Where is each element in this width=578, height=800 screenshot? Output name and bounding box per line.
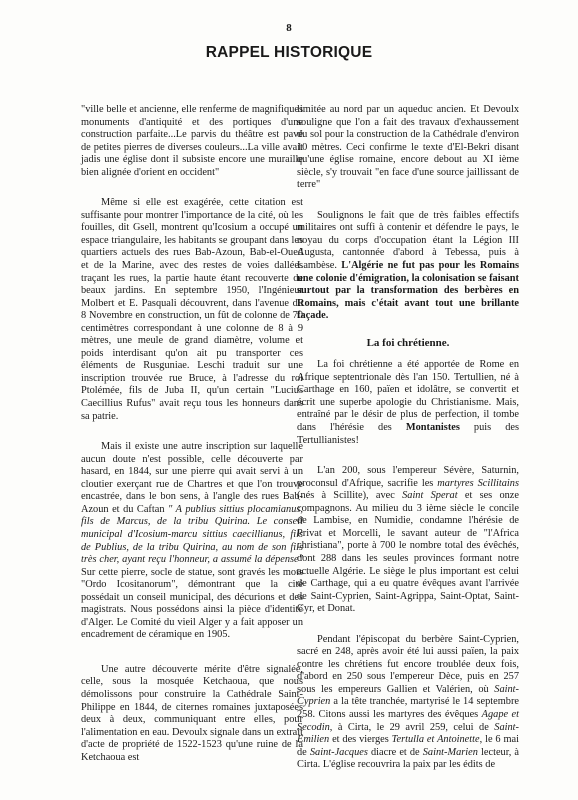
quote-paragraph: "ville belle et ancienne, elle renferme de magnifiques monuments d'antiquité et des portiques d'une construction parfaite...Le parvis du théâtre est pavé de petites pierres de diverses couleurs...La ville avait jadis une église dont il subsiste encore une muraille bien alignée d'orient en occident": [81, 104, 303, 178]
paragraph-cisterns: Une autre découverte mérite d'être signalée, celle, sous la mosquée Ketchaoua, que nous démolissons pour construire la Cathédrale Saint-Philippe en 1844, de citernes romaines juxtaposées deux à deux, communiquant entre elles, pour l'alimentation en eau. Devoulx signale dans un extrait d'acte de propriété de 1522-1523 qu'une ruine de la Ketchaoua est: [81, 663, 303, 763]
cyprien-text-a: Pendant l'épiscopat du berbère Saint-Cyprien, sacré en 248, après avoir été lui aussi païen, la paix contre les chrétiens fut encore troublée deux fois, d'abord en 250 sous l'empereur Dèce, puis en 257 sous les empereurs Gallien et Valérien, où: [297, 633, 519, 695]
cyprien-italic-2: Agape et Secodin: [297, 708, 519, 733]
legion-text: Soulignons le fait que de très faibles effectifs militaires ont suffi à contenir et défendre le pays, le noyau du corps d'occupation étant la Légion III Augusta, cantonnée d'abord à Tebessa, puis à Lambèse.: [297, 209, 519, 272]
page-title: RAPPEL HISTORIQUE: [205, 44, 373, 61]
cyprien-text-f: diacre et de: [370, 746, 420, 758]
cyprien-text-e: , le 6 mai de: [297, 734, 519, 758]
section-heading: La foi chrétienne.: [366, 336, 450, 349]
cyprien-italic-6: Saint-Marien: [422, 746, 478, 758]
inscription-text-end: Sur cette pierre, socle de statue, sont gravés les mots "Ordo Icositanorum", démontrant que la cité possédait un conseil municipal, des décurions et des magistrats. Nous possédons ainsi la pièce d'identité d'Alger. Le Comité du vieil Alger y a fait apposer un encadrement de céramique en 1905.: [81, 566, 303, 641]
cyprien-italic-1: Saint-Cyprien: [297, 683, 519, 708]
legion-bold-text: L'Algérie ne fut pas pour les Romains une colonie d'émigration, la colonisation se faisant surtout par la transformation des berbères en Romains, mais c'était avant tout une brillante façade.: [297, 260, 519, 322]
martyrs-italic-2: Saint Sperat: [402, 490, 458, 502]
paragraph-cyprien: [297, 634, 519, 772]
inscription-text: Mais il existe une autre inscription sur laquelle aucun doute n'est possible, celle découverte par hasard, en 1844, sur une pierre qui avait servi à un cloutier exerçant rue de Chartres et que l'on trouve encastrée, dans le bon sens, à l'angle des rues Bab-Azoun et du Caftan: [81, 441, 303, 515]
faith-text: La foi chrétienne a été apportée de Rome en Afrique septentrionale dès l'an 150. Tertullien, né à Carthage en 160, païen et idolâtre, se convertit et écrit une superbe apologie du Christianisme. Mais, entraîné par le désir de plus de perfection, il tombe dans l'hérésie des: [297, 359, 519, 434]
paragraph-faith: [297, 359, 519, 447]
paragraph-legion: [297, 210, 519, 323]
martyrs-text-c: et ses onze compagnons. Au milieu du 3 ième siècle le concile de Lambise, en Numidie, condamne l'hérésie de Privat et Morcelli, le savant auteur de "l'Africa christiana", porte à 700 le nombre total des évêchés, dont 288 dans les seules provinces formant notre actuelle Algérie. Le siège le plus important est celui de Carthage, qui a eu quatre évêques avant l'arrivée de Saint-Cyprien, Saint-Agrippa, Saint-Optat, Saint-Cyr, et Donat.: [297, 490, 519, 615]
cyprien-text-d: et des vierges: [332, 734, 389, 746]
faith-text-end: puis des Tertullianistes!: [297, 422, 519, 446]
left-column: [81, 104, 303, 764]
cyprien-text-c: , à Cirta, le 29 avril 259, celui de: [329, 721, 489, 733]
paragraph-inscription: [81, 441, 303, 642]
cyprien-text-b: a la tête tranchée, martyrisé le 14 septembre 258. Citons aussi les martyres des évêques: [297, 696, 519, 720]
paragraph-martyrs: [297, 465, 519, 616]
right-column: [297, 104, 519, 772]
martyrs-italic-1: martyres Scillitains: [437, 477, 519, 489]
cyprien-italic-5: Saint-Jacques: [309, 746, 368, 758]
faith-bold-text: Montanistes: [405, 422, 460, 434]
martyrs-text-a: L'an 200, sous l'empereur Sévère, Saturnin, proconsul d'Afrique, sacrifie les: [297, 465, 519, 489]
paragraph-citation: Même si elle est exagérée, cette citation est suffisante pour montrer l'importance de la cité, où les fouilles, dit Gsell, montrent qu'Icosium a occupé un espace triangulaire, les habitants se groupant dans les quartiers actuels des rues Bab-Azoun, Bab-el-Oued et de la Marine, avec des restes de voies dallées traçant les rues, la partie haute étant recouverte de beaux jardins. En septembre 1950, l'Ingénieur Molbert et E. Pasquali découvrent, dans l'avenue du 8 Novembre en construction, un fût de colonne de 70 centimètres correspondant à une colonne de 8 à 9 mètres, une meule de grand diamètre, volume et poids interdisant qu'on ait pu transporter ces éléments de Rusguniae. Leschi traduit sur une inscription trouvée rue Bruce, à l'adresse du roi Ptolémée, fils de Juba II, qu'un certain "Lucius Caecillius Rufus" avait reçu tous les honneurs dans sa patrie.: [81, 197, 303, 422]
paragraph-aqueduct: limitée au nord par un aqueduc ancien. Et Devoulx souligne que l'on a fait des travaux d'exhaussement du sol pour la construction de la Cathédrale d'environ 10 mètres. Ceci confirme le texte d'El-Bekri disant qu'une église romaine, encore debout au XI ième siècle, s'y trouvait "en face d'une source jaillissant de terre": [297, 104, 519, 191]
inscription-italic: " A publius sittius plocamianus, fils de Marcus, de la tribu Quirina. Le conseil municipal d'Icosium-marcu sittius caecillianus, fils de Publius, de la tribu Quirina, au nom de son fils très cher, ayant reçu l'honneur, a assumé la dépense": [81, 503, 303, 566]
cyprien-italic-3: Saint-Emilien: [297, 721, 519, 746]
cyprien-italic-4: Tertulla et Antoinette: [391, 734, 480, 746]
cyprien-text-g: lecteur, à Cirta. L'église recouvrira la paix par les édits de: [297, 746, 519, 771]
martyrs-text-b: (nés à Scillite), avec: [297, 490, 395, 502]
page-number: 8: [286, 22, 292, 34]
